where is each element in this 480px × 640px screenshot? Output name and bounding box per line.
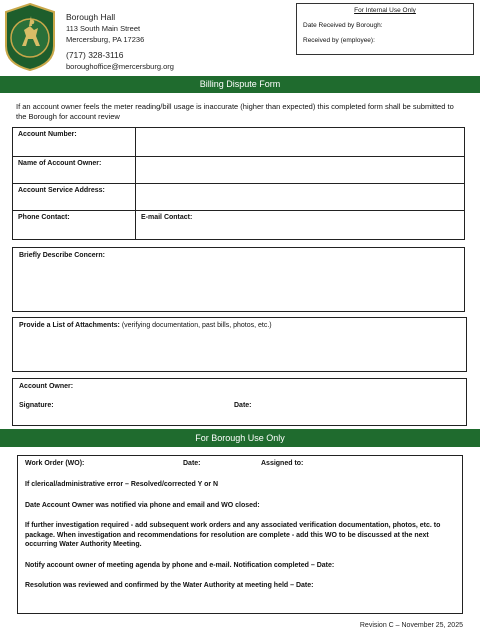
concern-label: Briefly Describe Concern: xyxy=(19,252,105,259)
intro-text: If an account owner feels the meter reading/bill usage is inaccurate (higher than expected) this completed form shall be submitted to the Borough for account review xyxy=(16,102,454,121)
attachments-label: Provide a List of Attachments: xyxy=(19,322,120,329)
further-investigation-text: If further investigation required - add subsequent work orders and any associated verification documentation, photos, etc. to package. When investigation and recommendations for resolution are complete - add this WO to be discussed at the next occurring Water Authority Meeting. xyxy=(25,522,441,548)
account-number-field[interactable] xyxy=(136,128,465,157)
service-address-field[interactable] xyxy=(136,184,465,211)
work-order-date-label: Date: xyxy=(183,460,201,467)
date-received-label: Date Received by Borough: xyxy=(303,22,383,29)
account-info-table xyxy=(12,127,465,240)
city-state-zip: Mercersburg, PA 17236 xyxy=(66,35,145,44)
revision-label: Revision C – November 25, 2025 xyxy=(359,622,463,629)
internal-use-box xyxy=(296,3,474,55)
email-address: boroughoffice@mercersburg.org xyxy=(66,62,174,71)
signature-date-label: Date: xyxy=(234,402,252,409)
borough-use-bar: For Borough Use Only xyxy=(0,429,480,447)
received-by-label: Received by (employee): xyxy=(303,37,375,44)
notify-agenda-line: Notify account owner of meeting agenda by phone and e-mail. Notification completed – Date: xyxy=(25,561,335,569)
attachments-field[interactable] xyxy=(12,317,467,372)
assigned-to-label: Assigned to: xyxy=(261,460,304,467)
owner-name-label: Name of Account Owner: xyxy=(13,157,136,184)
internal-use-title: For Internal Use Only xyxy=(354,7,416,14)
resolution-line: Resolution was reviewed and confirmed by the Water Authority at meeting held – Date: xyxy=(25,582,314,589)
attachments-hint: (verifying documentation, past bills, photos, etc.) xyxy=(119,322,272,329)
borough-seal xyxy=(4,2,56,72)
clerical-error-line: If clerical/administrative error – Resolved/corrected Y or N xyxy=(25,481,219,488)
phone-contact-field[interactable] xyxy=(13,211,136,240)
account-owner-label: Account Owner: xyxy=(19,383,74,390)
owner-signature-box[interactable] xyxy=(12,378,467,426)
form-title-bar: Billing Dispute Form xyxy=(0,76,480,93)
owner-name-field[interactable] xyxy=(136,157,465,184)
email-contact-label: E-mail Contact: xyxy=(141,214,193,221)
work-order-label: Work Order (WO): xyxy=(25,460,85,467)
phone-contact-label: Phone Contact: xyxy=(18,214,70,221)
concern-field[interactable] xyxy=(12,247,465,312)
borough-use-box[interactable] xyxy=(17,455,463,614)
phone-number: (717) 328-3116 xyxy=(66,50,124,60)
owner-notified-line: Date Account Owner was notified via phone and email and WO closed: xyxy=(25,501,260,509)
address-block xyxy=(66,12,174,72)
email-contact-field[interactable] xyxy=(136,211,465,240)
signature-label: Signature: xyxy=(19,402,54,409)
org-name: Borough Hall xyxy=(66,12,116,22)
account-number-label: Account Number: xyxy=(13,128,136,157)
service-address-label: Account Service Address: xyxy=(13,184,136,211)
street-address: 113 South Main Street xyxy=(66,24,141,33)
